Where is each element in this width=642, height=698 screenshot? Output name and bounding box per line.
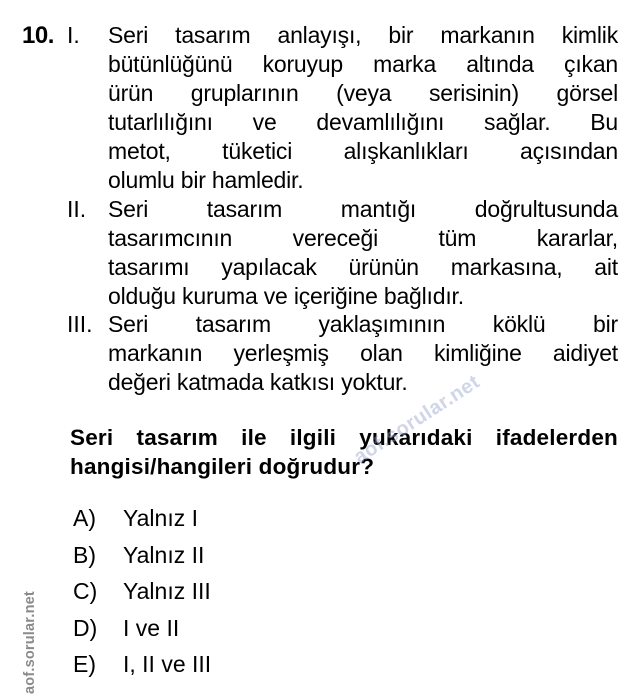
option-text: Yalnız I (123, 505, 198, 531)
statement-1-label: I. (67, 22, 80, 48)
question-stem (70, 423, 618, 481)
option-text: I, II ve III (123, 651, 212, 677)
question-number: 10. (22, 22, 54, 49)
statement-line: tasarımı yapılacak ürünün markasına, ait (108, 254, 618, 280)
statement-line: olumlu bir hamledir. (108, 167, 304, 193)
statement-2-label: II. (67, 196, 87, 222)
option-text: Yalnız III (123, 578, 211, 604)
option-letter: C) (73, 578, 98, 604)
statement-1-text (108, 21, 618, 195)
statement-line: değeri katmada katkısı yoktur. (108, 369, 408, 395)
statement-3-label: III. (67, 311, 93, 337)
option-c[interactable] (73, 576, 211, 613)
option-text: Yalnız II (123, 541, 205, 568)
option-d[interactable] (73, 613, 211, 650)
statement-line: markanın yerleşmiş olan kimliğine aidiyet (108, 340, 618, 366)
option-e[interactable] (73, 649, 211, 686)
option-text: I ve II (123, 614, 180, 641)
option-b[interactable] (73, 540, 211, 577)
question-line: hangisi/hangileri doğrudur? (70, 454, 375, 479)
question-line: Seri tasarım ile ilgili yukarıdaki ifadelerden (70, 425, 618, 450)
statement-line: metot, tüketici alışkanlıkları açısından (108, 138, 618, 164)
statement-line: tasarımcının vereceği tüm kararlar, (108, 225, 618, 251)
option-letter: B) (73, 541, 96, 568)
option-letter: E) (73, 651, 96, 677)
answer-options (73, 503, 211, 686)
statement-2-text (108, 195, 618, 311)
option-letter: A) (73, 505, 96, 531)
option-a[interactable] (73, 503, 211, 540)
option-letter: D) (73, 614, 98, 641)
statement-line: bütünlüğünü koruyup marka altında çıkan (108, 51, 618, 77)
watermark-diagonal: aof.sorular.net (350, 370, 484, 469)
statement-line: Seri tasarım anlayışı, bir markanın kimlik (108, 22, 618, 48)
statement-line: Seri tasarım yaklaşımının köklü bir (108, 311, 618, 337)
statement-line: Seri tasarım mantığı doğrultusunda (108, 196, 618, 222)
statement-line: tutarlılığını ve devamlılığını sağlar. Bu (108, 109, 618, 135)
statement-line: ürün gruplarının (veya serisinin) görsel (108, 80, 618, 106)
statement-3-text (108, 310, 618, 397)
statement-line: olduğu kuruma ve içeriğine bağlıdır. (108, 283, 464, 309)
watermark-side: aof.sorular.net (22, 591, 38, 694)
